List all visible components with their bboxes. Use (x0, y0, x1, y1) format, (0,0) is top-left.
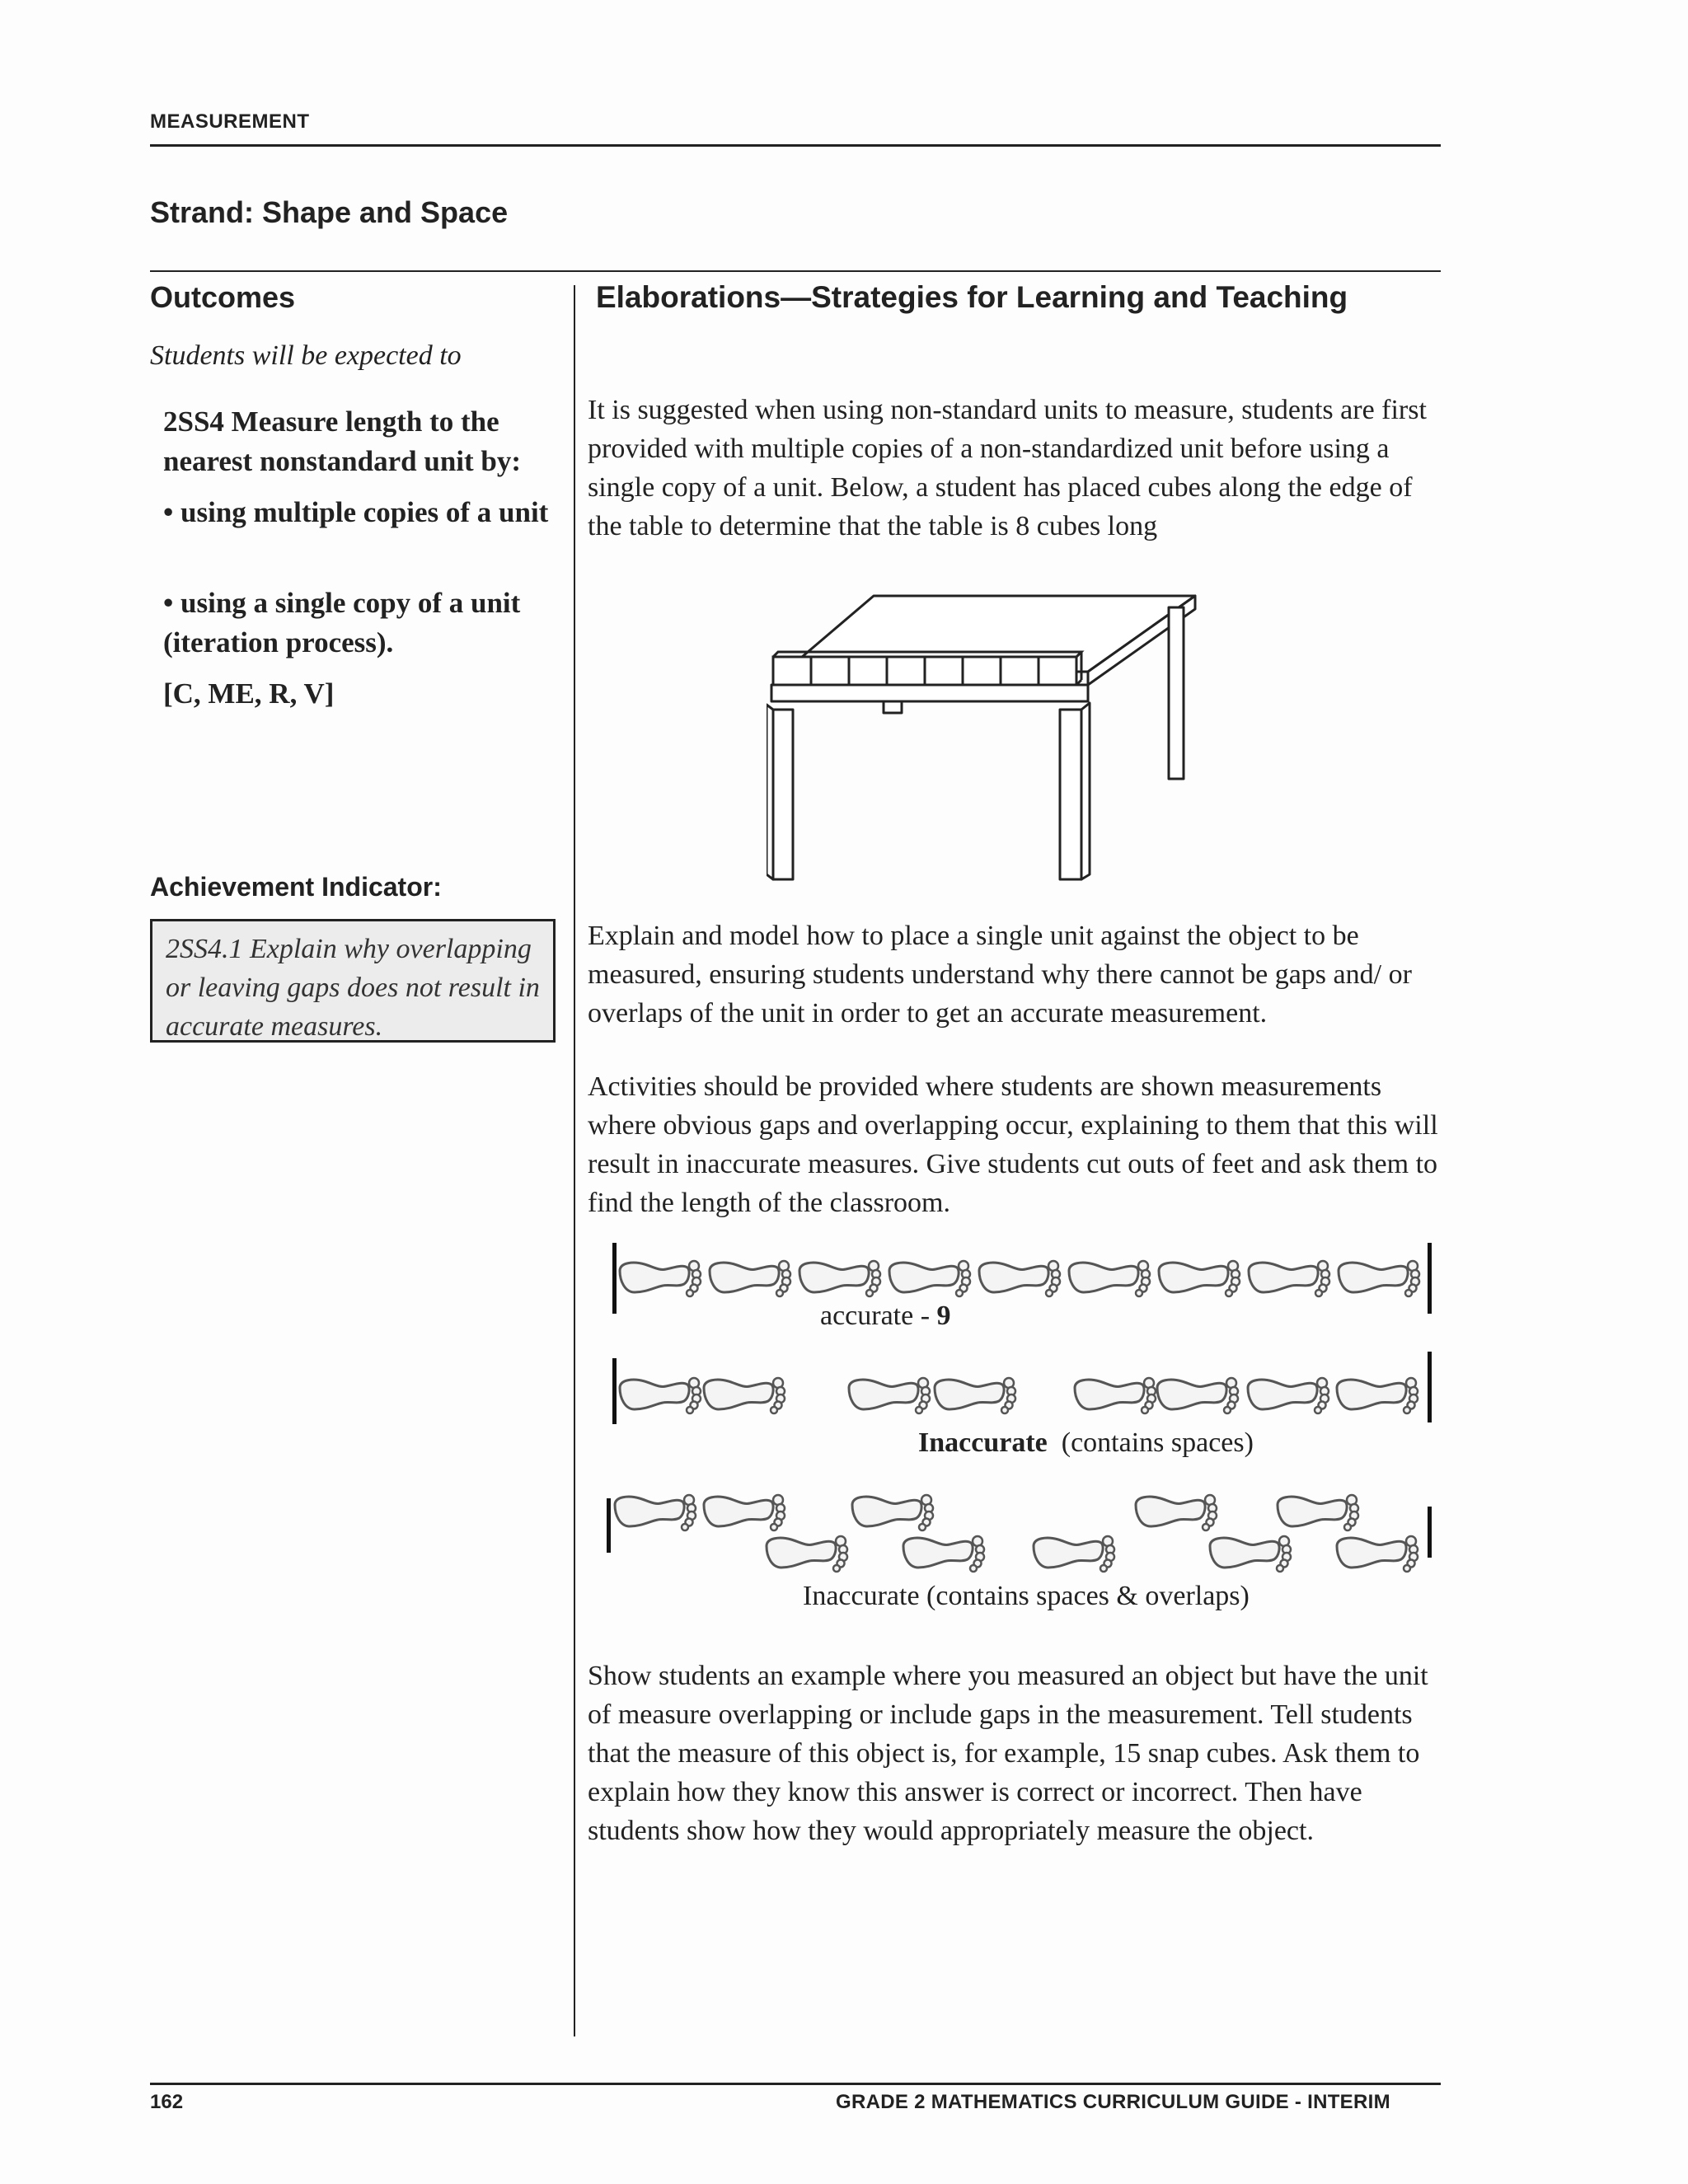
caption-accurate-count: 9 (936, 1301, 951, 1331)
elaboration-paragraph: Explain and model how to place a single unit against the object to be measured, ensuring students understand why there cannot be gaps and/ or overlaps of the unit in order to get an accurate measurement. (588, 921, 1412, 1029)
outcome-bullet: • using a single copy of a unit (iteration process). (163, 587, 521, 658)
outcome-codes: [C, ME, R, V] (163, 677, 335, 710)
achievement-indicator-text: 2SS4.1 Explain why overlapping or leaving gaps does not result in accurate measures. (166, 934, 540, 1042)
elaboration-paragraph: Activities should be provided where students are shown measurements where obvious gaps and overlapping occur, explaining to them that this will result in inaccurate measures. Give students cut outs of feet and ask them to find the length of the classroom. (588, 1071, 1438, 1218)
achievement-indicator-box (150, 919, 556, 1043)
footprint-row-accurate (612, 1243, 1432, 1314)
elaboration-paragraph: It is suggested when using non-standard units to measure, students are first provided with multiple copies of a non-standardized unit before using a single copy of a unit. Below, a student has placed cubes along the edge of the table to determine that the table is 8 cubes long (588, 395, 1427, 541)
section-label: MEASUREMENT (150, 110, 310, 133)
caption-accurate-label: accurate - (820, 1301, 937, 1331)
footer-title: GRADE 2 MATHEMATICS CURRICULUM GUIDE - INTERIM (836, 2091, 1390, 2113)
caption-inaccurate-bold: Inaccurate (918, 1427, 1048, 1458)
footprint-row-overlaps (607, 1495, 1432, 1572)
caption-spaces-note: (contains spaces) (1061, 1427, 1254, 1458)
caption-accurate (820, 1301, 951, 1332)
caption-inaccurate-spaces (918, 1427, 1254, 1459)
columns-top-rule (150, 270, 1441, 272)
table-with-cubes-illustration (767, 589, 1203, 886)
page-number: 162 (150, 2091, 184, 2113)
outcomes-heading: Outcomes (150, 280, 296, 314)
footprint-row-gaps (612, 1352, 1432, 1424)
elaborations-heading: Elaborations—Strategies for Learning and Teaching (596, 280, 1348, 314)
footer-rule (150, 2083, 1441, 2085)
caption-inaccurate-overlaps: Inaccurate (contains spaces & overlaps) (803, 1581, 1250, 1611)
elaboration-paragraph: Show students an example where you measured an object but have the unit of measure overlapping or include gaps in the measurement. Tell students that the measure of this object is, for example, 15 snap cubes. Ask them to explain how they know this answer is correct or incorrect. Then have students show how they would appropriately measure the object. (588, 1661, 1428, 1846)
outcome-statement: 2SS4 Measure length to the nearest nonstandard unit by: (163, 405, 522, 477)
footprint-measurement-illustration (577, 1228, 1451, 1574)
strand-title: Strand: Shape and Space (150, 195, 509, 229)
cube-row (773, 652, 1081, 685)
column-divider (574, 285, 575, 2036)
header-rule (150, 144, 1441, 147)
outcomes-intro: Students will be expected to (150, 340, 462, 371)
achievement-heading: Achievement Indicator: (150, 872, 442, 902)
outcome-bullet: • using multiple copies of a unit (163, 496, 549, 528)
